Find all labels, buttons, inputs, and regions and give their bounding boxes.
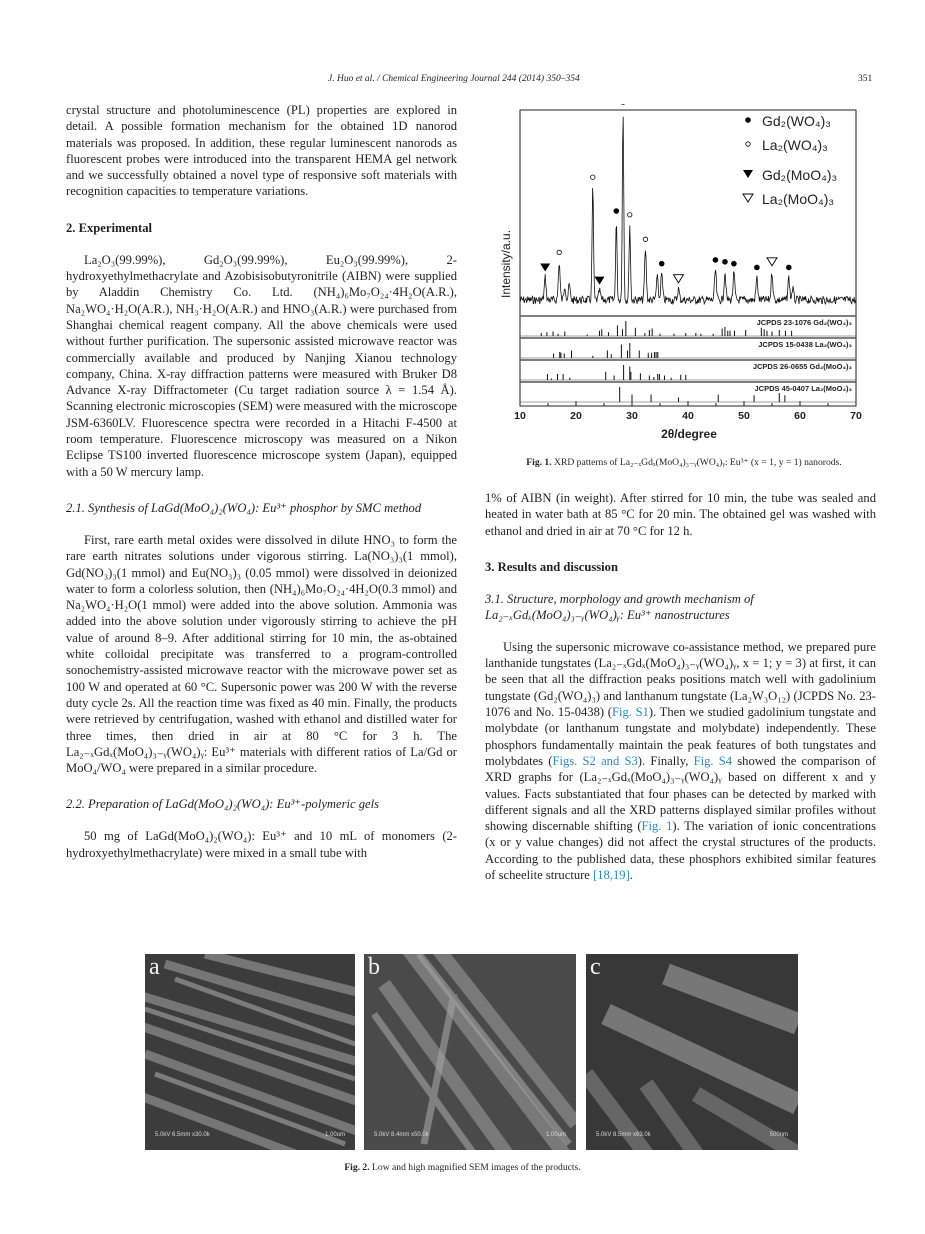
x-tick-label: 30 — [626, 410, 638, 422]
peak-marker-filled-circle — [731, 261, 737, 267]
right-column — [485, 490, 876, 883]
gels-paragraph-end: 1% of AIBN (in weight). After stirred for 10 min, the tube was sealed and heated in water bath at 85 °C for 20 min. The obtained gel was washed with ethanol and dried in air at 70 °C for 12 h. — [485, 491, 876, 538]
sem-image-c — [586, 954, 798, 1150]
legend-label: Gd₂(MoO₄)₃ — [762, 167, 838, 183]
peak-marker-filled-circle — [722, 259, 728, 265]
peak-marker-filled-circle — [659, 261, 665, 267]
experimental-paragraph: La₂O₃(99.99%), Gd₂O₃(99.99%), Eu₂O₃(99.99%), 2-hydroxyethylmethacrylate and Azobisisobutyronitrile (AIBN) were supplied by Aladdin Chemistry Co. Ltd. (NH₄)₆Mo₇O₂₄·4H₂O(A.R.), Na₂WO₄·H₂O(A.R.), NH₃·H₂O(A.R.) and HNO₃(A.R.) were purchased from Shanghai chemical reagent company. All the above chemicals were used without further purification. The supersonic assisted microwave reactor was commercially available and produced by Nanjing Xianou technology company, China. X-ray diffraction patterns were measured with Bruker D8 Advance X-ray Diffractometer (Cu target radiation source λ = 1.54 Å). Scanning electronic microscopies (SEM) were measured with the microscope JSM-6360LV. Fluorescence spectra were recorded in a Hitachi F-4500 at room temperature. Fluorescence microscopy was measured on a Nikon Eclipse TS100 inverted fluorescence microscope system (Japan), equipped with a 50 W mercury lamp. — [66, 252, 457, 479]
figure-2-caption-text: Low and high magnified SEM images of the products. — [372, 1162, 581, 1173]
section-title-results: 3. Results and discussion — [485, 559, 618, 574]
legend-marker-open-triangle-down — [743, 194, 753, 202]
results-text: ). The variation of ionic concentrations (x or y value changes) did not affect the crystal structures of the products. According to the published data, these phosphors exhibited similar features of scheelite structure — [485, 819, 876, 883]
legend-marker-filled-triangle-down — [743, 170, 753, 178]
legend-marker-open-circle — [746, 142, 750, 146]
peak-marker-filled-triangle-down — [595, 277, 605, 285]
peak-marker-filled-circle — [620, 104, 626, 105]
legend-label: Gd₂(WO₄)₃ — [762, 113, 831, 129]
peak-marker-filled-circle — [614, 208, 620, 214]
x-tick-label: 10 — [514, 410, 526, 422]
results-text: ). Finally, — [637, 753, 694, 768]
sem-scale-bar: 500nm — [769, 1132, 788, 1138]
x-tick-label: 40 — [682, 410, 694, 422]
peak-marker-open-triangle-down — [673, 275, 683, 283]
sem-image-a — [145, 954, 355, 1150]
reference-pattern-label: JCPDS 15-0438 La₂(WO₄)₃ — [758, 340, 852, 349]
synthesis-paragraph: First, rare earth metal oxides were dissolved in dilute HNO₃ to form the rare earth nitrates solutions under vigorous stirring. La(NO₃)₃(1 mmol), Gd(NO₃)₃(1 mmol) and Eu(NO₃)₃ (0.05 mmol) were dissolved in deionized water to form a colorless solution, then (NH₄)₆Mo₇O₂₄·4H₂O(0.3 mmol) and Na₂WO₄·H₂O(1 mmol) were added into the above solution. Ammonia was added into the above solution under vigorously stirring to achieve the pH value of around 8–9. After additional stirring for 10 min, the as-obtained white colloidal precipitate was transferred to a program-controlled sonochemistry-assisted microwave reactor with the microwave power set as 100 W and operated at 60 °C. Supersonic power was 200 W with the reverse duty cycle 2s. All the reaction time was fixed as 40 min. Finally, the products were retrieved by centrifugation, washed with ethanol and distilled water for three times, then dried in air at 80 °C for 3 h. The La₂₋ₓGdₓ(MoO₄)₃₋ᵧ(WO₄)ᵧ: Eu³⁺ materials with different ratios of La/Gd or MoO₄/WO₄ were prepared in a similar procedure. — [66, 532, 457, 776]
peak-marker-open-circle — [557, 250, 561, 254]
sem-image-b — [364, 954, 576, 1150]
left-column — [66, 102, 457, 861]
peak-marker-filled-triangle-down — [540, 263, 550, 271]
sem-info-text: 5.0kV 8.5mm x63.0k — [596, 1132, 651, 1138]
link-fig-1[interactable]: Fig. 1 — [641, 819, 673, 834]
sem-info-text: 5.0kV 8.4mm x50.0k — [374, 1132, 429, 1138]
figure-2-caption — [0, 1162, 925, 1173]
legend-marker-filled-circle — [745, 117, 751, 123]
sem-texture-c — [586, 954, 798, 1150]
subsection-title-structure: 3.1. Structure, morphology and growth mechanism of La₂₋ₓGdₓ(MoO₄)₃₋ᵧ(WO₄)ᵧ: Eu³⁺ nanostructures — [485, 591, 754, 622]
x-axis-label: 2θ/degree — [661, 427, 717, 441]
figure-1-xrd-chart — [490, 104, 870, 449]
legend-label: La₂(MoO₄)₃ — [762, 191, 835, 207]
x-tick-label: 50 — [738, 410, 750, 422]
x-tick-label: 60 — [794, 410, 806, 422]
sem-texture-b — [364, 954, 576, 1150]
page-number: 351 — [858, 74, 873, 84]
results-text: ). Then we studied gadolinium tungstate and molybdate (or lanthanum tungstate and molybdate) independently. These phosphors fundamentally maintain the peak features of both tungstates and molybdates ( — [485, 705, 876, 768]
section-title-experimental: 2. Experimental — [66, 220, 153, 235]
figure-2-sem-images — [145, 954, 798, 1150]
peak-marker-open-triangle-down — [767, 258, 777, 266]
y-axis-label: Intensity/a.u. — [499, 229, 513, 299]
intro-continuation: crystal structure and photoluminescence (PL) properties are explored in detail. A possible formation mechanism for the obtained 1D nanorod materials was proposed. In addition, these regular luminescent nanorods as fluorescent probes were introduced into the transparent HEMA gel network and we successfully obtained a novel type of responsive soft materials with recognition capacities to temperature variations. — [66, 103, 457, 199]
sem-panel-label: c — [590, 954, 601, 980]
sem-texture-a — [145, 954, 355, 1150]
link-figs-s2-s3[interactable]: Figs. S2 and S3 — [552, 753, 638, 768]
legend-label: La₂(WO₄)₃ — [762, 137, 828, 153]
sem-scale-bar: 1.00um — [545, 1132, 566, 1138]
results-text: showed the comparison of XRD graphs for (La₂₋ₓGdₓ(MoO₄)₃₋ᵧ(WO₄)ᵧ based on different x and y values. Facts substantiated that four phases can be detected by marked with different signals and all the XRD patterns displayed similar profiles without showing discernable shifting ( — [485, 753, 877, 834]
reference-pattern-label: JCPDS 26-0655 Gd₂(MoO₄)₃ — [752, 362, 852, 371]
link-fig-s1[interactable]: Fig. S1 — [611, 705, 649, 720]
x-tick-label: 20 — [570, 410, 582, 422]
reference-pattern-label: JCPDS 45-0407 La₂(MoO₄)₃ — [754, 384, 852, 393]
figure-1-caption-text: XRD patterns of La₂₋ₓGdₓ(MoO₄)₃₋ᵧ(WO₄)ᵧ: Eu³⁺ (x = 1, y = 1) nanorods. — [554, 457, 842, 468]
xrd-chart-svg — [490, 104, 870, 449]
sem-panel-label: b — [368, 954, 380, 980]
x-tick-label: 70 — [850, 410, 862, 422]
subsection-title-gels: 2.2. Preparation of LaGd(MoO₄)₂(WO₄): Eu³⁺-polymeric gels — [66, 797, 380, 812]
sem-scale-bar: 1.00um — [324, 1132, 345, 1138]
subsection-title-synthesis: 2.1. Synthesis of LaGd(MoO₄)₂(WO₄): Eu³⁺ phosphor by SMC method — [66, 500, 422, 515]
gels-paragraph-start: 50 mg of LaGd(MoO₄)₂(WO₄): Eu³⁺ and 10 mL of monomers (2-hydroxyethylmethacrylate) were mixed in a small tube with — [66, 829, 457, 860]
results-paragraph — [485, 639, 876, 883]
results-text: . — [629, 868, 633, 883]
peak-marker-open-circle — [628, 213, 632, 217]
reference-pattern-label: JCPDS 23-1076 Gd₂(WO₄)₃ — [756, 318, 852, 327]
link-fig-s4[interactable]: Fig. S4 — [693, 753, 733, 768]
figure-2-label: Fig. 2. — [344, 1162, 370, 1173]
sem-info-text: 5.0kV 6.5mm x30.0k — [155, 1132, 210, 1138]
link-references[interactable]: [18,19] — [593, 868, 630, 883]
journal-citation: J. Huo et al. / Chemical Engineering Journal 244 (2014) 350–354 — [328, 74, 580, 84]
peak-marker-open-circle — [643, 237, 647, 241]
peak-marker-filled-circle — [754, 265, 760, 271]
results-text: Using the supersonic microwave co-assistance method, we prepared pure lanthanide tungstates (La₂₋ₓGdₓ(MoO₄)₃₋ᵧ(WO₄)ᵧ, x = 1; y = 3) at first, it can be seen that all the diffraction peaks positions match well with gadolinium tungstate (Gd₂(WO₄)₃) and lanthanum tungstate (La₂W₃O₁₂) (JCPDS No. 23-1076 and No. 15-0438) ( — [485, 639, 876, 720]
figure-1-caption — [490, 457, 878, 468]
peak-marker-filled-circle — [786, 265, 792, 271]
figure-1-label: Fig. 1. — [526, 457, 552, 468]
sem-panel-label: a — [149, 954, 160, 980]
peak-marker-filled-circle — [713, 257, 719, 263]
peak-marker-open-circle — [591, 175, 595, 179]
